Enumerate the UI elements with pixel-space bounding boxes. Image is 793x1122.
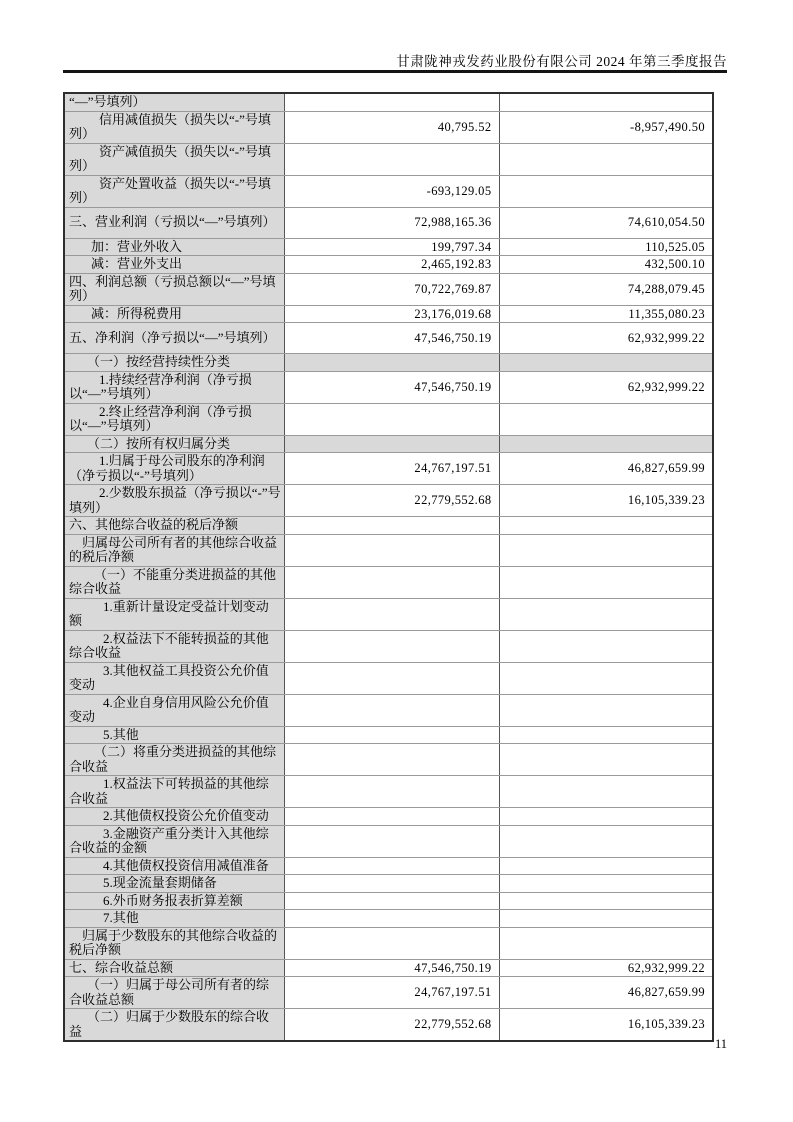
table-row [64,1009,713,1042]
row-value-current-period [284,598,499,630]
table-row [64,959,713,977]
row-label: 四、利润总额（亏损总额以“—”号填列） [64,273,284,305]
row-label: “—”号填列） [64,93,284,111]
row-value-current-period: 72,988,165.36 [284,207,499,238]
table-row [64,910,713,928]
row-value-prior-period [499,175,713,207]
row-value-current-period: 199,797.34 [284,238,499,256]
row-label: （一）按经营持续性分类 [64,354,284,372]
row-value-prior-period [499,726,713,744]
table-row [64,776,713,808]
table-row [64,598,713,630]
row-value-current-period [284,143,499,175]
row-value-prior-period [499,630,713,662]
table-row [64,143,713,175]
row-label: 2.权益法下不能转损益的其他综合收益 [64,630,284,662]
row-value-current-period [284,534,499,566]
row-label: 1.归属于母公司股东的净利润（净亏损以“-”号填列） [64,453,284,485]
row-value-prior-period: 16,105,339.23 [499,485,713,517]
row-value-current-period: 70,722,769.87 [284,273,499,305]
row-value-current-period: 47,546,750.19 [284,959,499,977]
row-value-prior-period [499,892,713,910]
row-value-prior-period [499,435,713,453]
row-value-current-period [284,875,499,893]
row-value-current-period: 2,465,192.83 [284,256,499,274]
row-label: 资产处置收益（损失以“-”号填列） [64,175,284,207]
row-value-current-period [284,744,499,776]
row-value-current-period: 47,546,750.19 [284,371,499,403]
header-rule [63,70,727,73]
row-value-prior-period [499,776,713,808]
row-label: 2.终止经营净利润（净亏损以“—”号填列） [64,403,284,435]
table-row [64,403,713,435]
row-label: 3.其他权益工具投资公允价值变动 [64,662,284,694]
table-row [64,273,713,305]
table-row [64,744,713,776]
row-label: 1.权益法下可转损益的其他综合收益 [64,776,284,808]
row-value-prior-period [499,857,713,875]
table-row [64,435,713,453]
row-label: 三、营业利润（亏损以“—”号填列） [64,207,284,238]
row-value-current-period [284,93,499,111]
row-label: 归属于少数股东的其他综合收益的税后净额 [64,927,284,959]
row-value-prior-period: 432,500.10 [499,256,713,274]
row-label: 减：营业外支出 [64,256,284,274]
row-value-prior-period [499,566,713,598]
row-label: 5.其他 [64,726,284,744]
row-label: 2.少数股东损益（净亏损以“-”号填列） [64,485,284,517]
table-row [64,825,713,857]
row-value-current-period: 47,546,750.19 [284,323,499,354]
table-row [64,566,713,598]
table-row [64,305,713,323]
row-value-prior-period: 110,525.05 [499,238,713,256]
row-value-prior-period [499,143,713,175]
row-value-current-period: 22,779,552.68 [284,485,499,517]
table-row [64,485,713,517]
table-row [64,323,713,354]
row-value-current-period: -693,129.05 [284,175,499,207]
row-value-current-period [284,776,499,808]
row-value-prior-period [499,694,713,726]
row-value-prior-period [499,517,713,535]
row-value-prior-period [499,744,713,776]
row-label: （二）归属于少数股东的综合收益 [64,1009,284,1042]
row-label: 加：营业外收入 [64,238,284,256]
row-value-current-period: 23,176,019.68 [284,305,499,323]
row-label: 六、其他综合收益的税后净额 [64,517,284,535]
income-statement-table [63,92,714,1042]
table-row [64,93,713,111]
row-value-current-period: 22,779,552.68 [284,1009,499,1042]
row-label: 2.其他债权投资公允价值变动 [64,808,284,826]
row-label: 五、净利润（净亏损以“—”号填列） [64,323,284,354]
table-row [64,517,713,535]
table-row [64,111,713,143]
row-label: 5.现金流量套期储备 [64,875,284,893]
table-row [64,977,713,1009]
row-value-current-period [284,825,499,857]
table-row [64,534,713,566]
row-value-prior-period: 62,932,999.22 [499,959,713,977]
table-row [64,207,713,238]
row-value-prior-period: 62,932,999.22 [499,371,713,403]
row-value-prior-period [499,825,713,857]
row-value-prior-period [499,403,713,435]
row-label: 3.金融资产重分类计入其他综合收益的金额 [64,825,284,857]
row-value-prior-period [499,808,713,826]
table-row [64,857,713,875]
row-value-current-period [284,808,499,826]
page-number: 11 [714,1037,727,1051]
row-label: 6.外币财务报表折算差额 [64,892,284,910]
row-label: 1.持续经营净利润（净亏损以“—”号填列） [64,371,284,403]
table-row [64,892,713,910]
row-value-current-period [284,435,499,453]
row-value-current-period [284,354,499,372]
table-row [64,630,713,662]
row-label: 资产减值损失（损失以“-”号填列） [64,143,284,175]
row-value-current-period [284,927,499,959]
table-row [64,927,713,959]
table-row [64,662,713,694]
row-label: 信用减值损失（损失以“-”号填列） [64,111,284,143]
table-row [64,694,713,726]
row-label: （二）按所有权归属分类 [64,435,284,453]
row-value-prior-period: 46,827,659.99 [499,977,713,1009]
table-row [64,238,713,256]
row-value-current-period [284,910,499,928]
row-value-prior-period [499,910,713,928]
row-label: 7.其他 [64,910,284,928]
row-value-prior-period [499,93,713,111]
table-body [64,93,713,1041]
row-label: 1.重新计量设定受益计划变动额 [64,598,284,630]
row-value-prior-period [499,534,713,566]
row-label: （二）将重分类进损益的其他综合收益 [64,744,284,776]
row-label: 七、综合收益总额 [64,959,284,977]
table-row [64,808,713,826]
row-value-current-period [284,517,499,535]
row-label: （一）归属于母公司所有者的综合收益总额 [64,977,284,1009]
row-value-prior-period [499,598,713,630]
row-value-current-period [284,892,499,910]
row-value-current-period [284,857,499,875]
table-row [64,371,713,403]
row-value-current-period [284,662,499,694]
row-value-prior-period [499,875,713,893]
row-label: 4.其他债权投资信用减值准备 [64,857,284,875]
row-label: 4.企业自身信用风险公允价值变动 [64,694,284,726]
row-value-prior-period [499,662,713,694]
row-value-prior-period [499,927,713,959]
table-row [64,256,713,274]
row-label: 减：所得税费用 [64,305,284,323]
row-value-current-period: 24,767,197.51 [284,977,499,1009]
row-value-prior-period: 46,827,659.99 [499,453,713,485]
row-value-prior-period: 74,288,079.45 [499,273,713,305]
row-label: 归属母公司所有者的其他综合收益的税后净额 [64,534,284,566]
table-row [64,354,713,372]
row-value-current-period [284,694,499,726]
row-value-prior-period: 62,932,999.22 [499,323,713,354]
table-row [64,453,713,485]
row-value-prior-period: 11,355,080.23 [499,305,713,323]
row-value-current-period [284,726,499,744]
table-row [64,875,713,893]
report-header-title: 甘肃陇神戎发药业股份有限公司 2024 年第三季度报告 [396,54,727,69]
row-value-prior-period [499,354,713,372]
row-value-current-period: 40,795.52 [284,111,499,143]
table-row [64,726,713,744]
row-value-current-period [284,403,499,435]
row-value-prior-period: 16,105,339.23 [499,1009,713,1042]
row-value-current-period [284,630,499,662]
row-value-prior-period: 74,610,054.50 [499,207,713,238]
table-row [64,175,713,207]
row-value-prior-period: -8,957,490.50 [499,111,713,143]
row-value-current-period [284,566,499,598]
row-label: （一）不能重分类进损益的其他综合收益 [64,566,284,598]
row-value-current-period: 24,767,197.51 [284,453,499,485]
